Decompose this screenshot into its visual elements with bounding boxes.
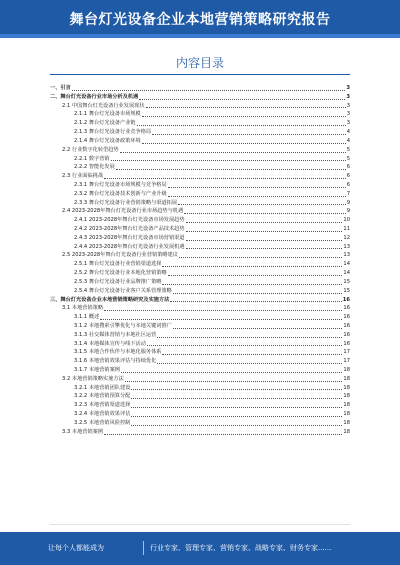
toc-entry-title: 3.1 本地营销策略	[62, 305, 104, 312]
toc-leader-dots	[186, 248, 343, 249]
toc-entry-page: 15	[343, 278, 350, 285]
toc-leader-dots	[104, 310, 342, 311]
toc-entry-title: 2.3 行业面临挑战	[62, 173, 104, 180]
toc-leader-dots	[131, 407, 342, 408]
toc-entry[interactable]	[50, 225, 350, 234]
table-of-contents	[50, 84, 350, 437]
toc-entry[interactable]	[50, 190, 350, 199]
toc-leader-dots	[104, 434, 342, 435]
toc-entry[interactable]	[50, 269, 350, 278]
toc-leader-dots	[72, 90, 346, 91]
toc-entry-page: 10	[343, 217, 350, 224]
toc-entry-page: 16	[343, 305, 350, 312]
page-divider	[50, 524, 350, 525]
toc-entry[interactable]	[50, 119, 350, 128]
toc-entry-title: 2.5.3 舞台灯光设备行业品牌推广策略	[74, 278, 162, 285]
toc-entry[interactable]	[50, 216, 350, 225]
toc-leader-dots	[168, 196, 346, 197]
toc-leader-dots	[116, 169, 346, 170]
toc-entry[interactable]	[50, 110, 350, 119]
toc-leader-dots	[173, 328, 343, 329]
footer-slogan: 让每个人都能成为	[48, 544, 104, 552]
toc-entry[interactable]	[50, 137, 350, 146]
toc-entry[interactable]	[50, 128, 350, 137]
toc-entry-title: 2.3.3 舞台灯光设备行业营销策略与渠道拓展	[74, 199, 178, 206]
toc-entry-title: 2.5.4 舞台灯光设备行业客户关系管理策略	[74, 287, 172, 294]
toc-entry-title: 2.4.4 2023-2028年舞台灯光设备行业发展机遇	[74, 243, 185, 250]
toc-leader-dots	[157, 337, 342, 338]
toc-entry-title: 2.1 中国舞台灯光设备行业发展现状	[62, 102, 145, 109]
toc-entry-page: 6	[346, 164, 350, 171]
toc-leader-dots	[111, 160, 346, 161]
toc-entry-title: 3.2.3 本地营销渠道选择	[74, 402, 131, 409]
toc-entry[interactable]	[50, 207, 350, 216]
toc-entry-title: 3.2 本地营销策略实施方法	[62, 375, 124, 382]
toc-leader-dots	[162, 354, 342, 355]
toc-entry-title: 3.2.4 本地营销效果评估	[74, 411, 131, 418]
toc-entry[interactable]	[50, 331, 350, 340]
toc-entry-title: 2.5.1 舞台灯光设备行业营销渠道选择	[74, 261, 162, 268]
toc-entry[interactable]	[50, 181, 350, 190]
toc-entry-title: 2.2 行业数字化转型趋势	[62, 146, 119, 153]
toc-leader-dots	[147, 345, 342, 346]
toc-entry[interactable]	[50, 172, 350, 181]
toc-entry-page: 5	[346, 146, 350, 153]
header-stripe	[0, 34, 400, 38]
toc-leader-dots	[146, 107, 346, 108]
toc-heading-divider	[50, 74, 350, 75]
toc-entry[interactable]	[50, 199, 350, 208]
toc-leader-dots	[162, 284, 342, 285]
toc-leader-dots	[100, 319, 342, 320]
toc-entry[interactable]	[50, 348, 350, 357]
toc-entry-page: 3	[346, 93, 350, 100]
toc-entry[interactable]	[50, 260, 350, 269]
toc-leader-dots	[170, 301, 341, 302]
toc-entry-title: 2.5 2023-2028年舞台灯光设备行业营销策略建议	[62, 252, 178, 259]
toc-entry-title: 2.3.1 舞台灯光设备市场规模与竞争格局	[74, 181, 167, 188]
toc-entry[interactable]	[50, 410, 350, 419]
toc-entry-page: 5	[346, 155, 350, 162]
toc-entry[interactable]	[50, 322, 350, 331]
toc-entry[interactable]	[50, 163, 350, 172]
toc-leader-dots	[168, 275, 343, 276]
toc-entry-page: 3	[346, 85, 350, 91]
toc-entry-page: 4	[346, 137, 350, 144]
toc-leader-dots	[173, 293, 343, 294]
toc-entry-title: 3.1.3 社交媒体营销与本地社区运营	[74, 331, 157, 338]
toc-entry[interactable]	[50, 401, 350, 410]
toc-entry-title: 3.1.1 概述	[74, 314, 100, 321]
toc-entry[interactable]	[50, 155, 350, 164]
toc-entry-title: 3.1.7 本地营销案例	[74, 367, 120, 373]
toc-leader-dots	[186, 240, 343, 241]
toc-entry-page: 6	[346, 181, 350, 188]
toc-entry-page: 18	[343, 419, 350, 426]
toc-leader-dots	[186, 222, 343, 223]
toc-entry-title: 2.5.2 舞台灯光设备行业本地化营销策略	[74, 270, 167, 277]
toc-entry-title: 2.1.4 舞台灯光设备政策环境	[74, 137, 141, 144]
toc-entry[interactable]	[50, 234, 350, 243]
toc-leader-dots	[178, 204, 346, 205]
toc-entry-title: 2.1.3 舞台灯光设备行业竞争格局	[74, 129, 152, 136]
toc-entry-title: 2.1.2 舞台灯光设备产业链	[74, 120, 136, 127]
toc-entry-page: 7	[346, 190, 350, 197]
toc-leader-dots	[142, 143, 346, 144]
toc-entry[interactable]	[50, 428, 350, 437]
toc-leader-dots	[157, 363, 342, 364]
toc-leader-dots	[162, 266, 342, 267]
toc-entry[interactable]	[50, 243, 350, 252]
toc-entry-title: 3.2.1 本地营销团队建设	[74, 384, 131, 391]
toc-entry[interactable]	[50, 375, 350, 384]
toc-entry-page: 3	[346, 102, 350, 109]
toc-entry[interactable]	[50, 304, 350, 313]
toc-entry-title: 2.2.2 智能化发展	[74, 164, 115, 171]
toc-leader-dots	[184, 213, 346, 214]
toc-entry-title: 2.4 2023-2028年舞台灯光设备行业市场趋势与机遇	[62, 208, 184, 215]
toc-entry-page: 18	[343, 393, 350, 400]
toc-entry-page: 14	[343, 270, 350, 277]
toc-leader-dots	[139, 99, 345, 100]
toc-entry-title: 3.1.5 本地合作伙伴与本地化服务体系	[74, 349, 162, 356]
toc-leader-dots	[179, 257, 342, 258]
toc-entry-title: 3.3 本地营销案例	[62, 428, 104, 435]
toc-entry-page: 18	[343, 384, 350, 391]
toc-entry[interactable]	[50, 146, 350, 155]
toc-entry-page: 6	[346, 173, 350, 180]
report-footer	[0, 532, 400, 565]
toc-entry-page: 17	[343, 358, 350, 365]
toc-entry-title: 3.1.2 本地搜索引擎优化与本地关键词推广	[74, 322, 172, 329]
toc-leader-dots	[131, 416, 342, 417]
toc-leader-dots	[131, 425, 342, 426]
toc-leader-dots	[142, 116, 346, 117]
toc-entry-page: 16	[343, 314, 350, 321]
toc-leader-dots	[121, 372, 342, 373]
toc-entry[interactable]	[50, 251, 350, 260]
toc-entry-title: 2.2.1 数字营销	[74, 155, 110, 162]
toc-entry-title: 3.1.4 本地媒体宣传与线下活动	[74, 340, 146, 347]
toc-entry-title: 3.2.5 本地营销风险控制	[74, 419, 131, 426]
toc-entry-page: 9	[346, 208, 350, 215]
toc-entry-page: 4	[346, 129, 350, 136]
report-title: 舞台灯光设备企业本地营销策略研究报告	[69, 12, 331, 28]
toc-entry-page: 3	[346, 120, 350, 127]
toc-entry-title: 一、引言	[50, 85, 71, 91]
toc-entry-page: 13	[343, 243, 350, 250]
toc-entry-page: 18	[343, 402, 350, 409]
toc-entry-title: 3.1.6 本地营销效果评估与持续优化	[74, 358, 157, 365]
report-header	[0, 0, 400, 38]
toc-entry[interactable]	[50, 102, 350, 111]
toc-entry[interactable]	[50, 278, 350, 287]
toc-entry-page: 16	[343, 331, 350, 338]
toc-entry-page: 11	[343, 226, 350, 232]
toc-entry-page: 14	[343, 261, 350, 268]
toc-entry-title: 三、舞台灯光设备企业本地营销策略研究及实施方法	[50, 296, 170, 303]
toc-heading: 内容目录	[175, 56, 224, 70]
toc-leader-dots	[186, 231, 343, 232]
toc-leader-dots	[125, 381, 343, 382]
toc-entry-title: 2.3.2 舞台灯光设备技术创新与产业升级	[74, 190, 167, 197]
toc-entry-page: 3	[346, 111, 350, 118]
toc-leader-dots	[137, 125, 346, 126]
toc-entry-page: 16	[342, 296, 350, 303]
toc-entry-page: 12	[343, 234, 350, 241]
toc-entry-page: 18	[343, 367, 350, 373]
toc-entry-page: 17	[343, 349, 350, 356]
toc-entry-page: 18	[343, 375, 350, 382]
toc-entry[interactable]	[50, 84, 350, 93]
toc-leader-dots	[168, 187, 346, 188]
toc-entry-title: 2.4.1 2023-2028年舞台灯光设备市场发展趋势	[74, 217, 185, 224]
toc-entry-page: 18	[343, 411, 350, 418]
toc-leader-dots	[131, 389, 342, 390]
toc-entry[interactable]	[50, 419, 350, 428]
toc-entry-page: 18	[343, 428, 350, 435]
toc-entry-title: 2.4.2 2023-2028年舞台灯光设备产品技术趋势	[74, 226, 185, 232]
toc-entry[interactable]	[50, 287, 350, 296]
toc-entry[interactable]	[50, 366, 350, 375]
toc-entry[interactable]	[50, 357, 350, 366]
toc-entry-title: 2.1.1 舞台灯光设备市场规模	[74, 111, 141, 118]
toc-entry-page: 9	[346, 199, 350, 206]
toc-entry[interactable]	[50, 93, 350, 102]
toc-entry[interactable]	[50, 313, 350, 322]
toc-entry-page: 13	[343, 252, 350, 259]
toc-leader-dots	[104, 178, 346, 179]
toc-leader-dots	[152, 134, 346, 135]
toc-entry-page: 16	[343, 340, 350, 347]
toc-entry-title: 3.2.2 本地营销预算分配	[74, 393, 131, 400]
toc-entry[interactable]	[50, 392, 350, 401]
toc-entry[interactable]	[50, 384, 350, 393]
toc-leader-dots	[131, 398, 342, 399]
toc-entry-page: 16	[343, 322, 350, 329]
toc-leader-dots	[120, 152, 346, 153]
toc-entry-title: 2.4.3 2023-2028年舞台灯光设备市场营销渠道	[74, 234, 185, 241]
footer-expert-list: 行业专家、管理专家、营销专家、战略专家、财务专家......	[150, 544, 332, 552]
footer-separator	[143, 541, 144, 555]
toc-entry[interactable]	[50, 340, 350, 349]
toc-entry[interactable]	[50, 296, 350, 305]
toc-entry-title: 二、舞台灯光设备行业市场分析及机遇	[50, 93, 139, 100]
toc-entry-page: 15	[343, 287, 350, 294]
